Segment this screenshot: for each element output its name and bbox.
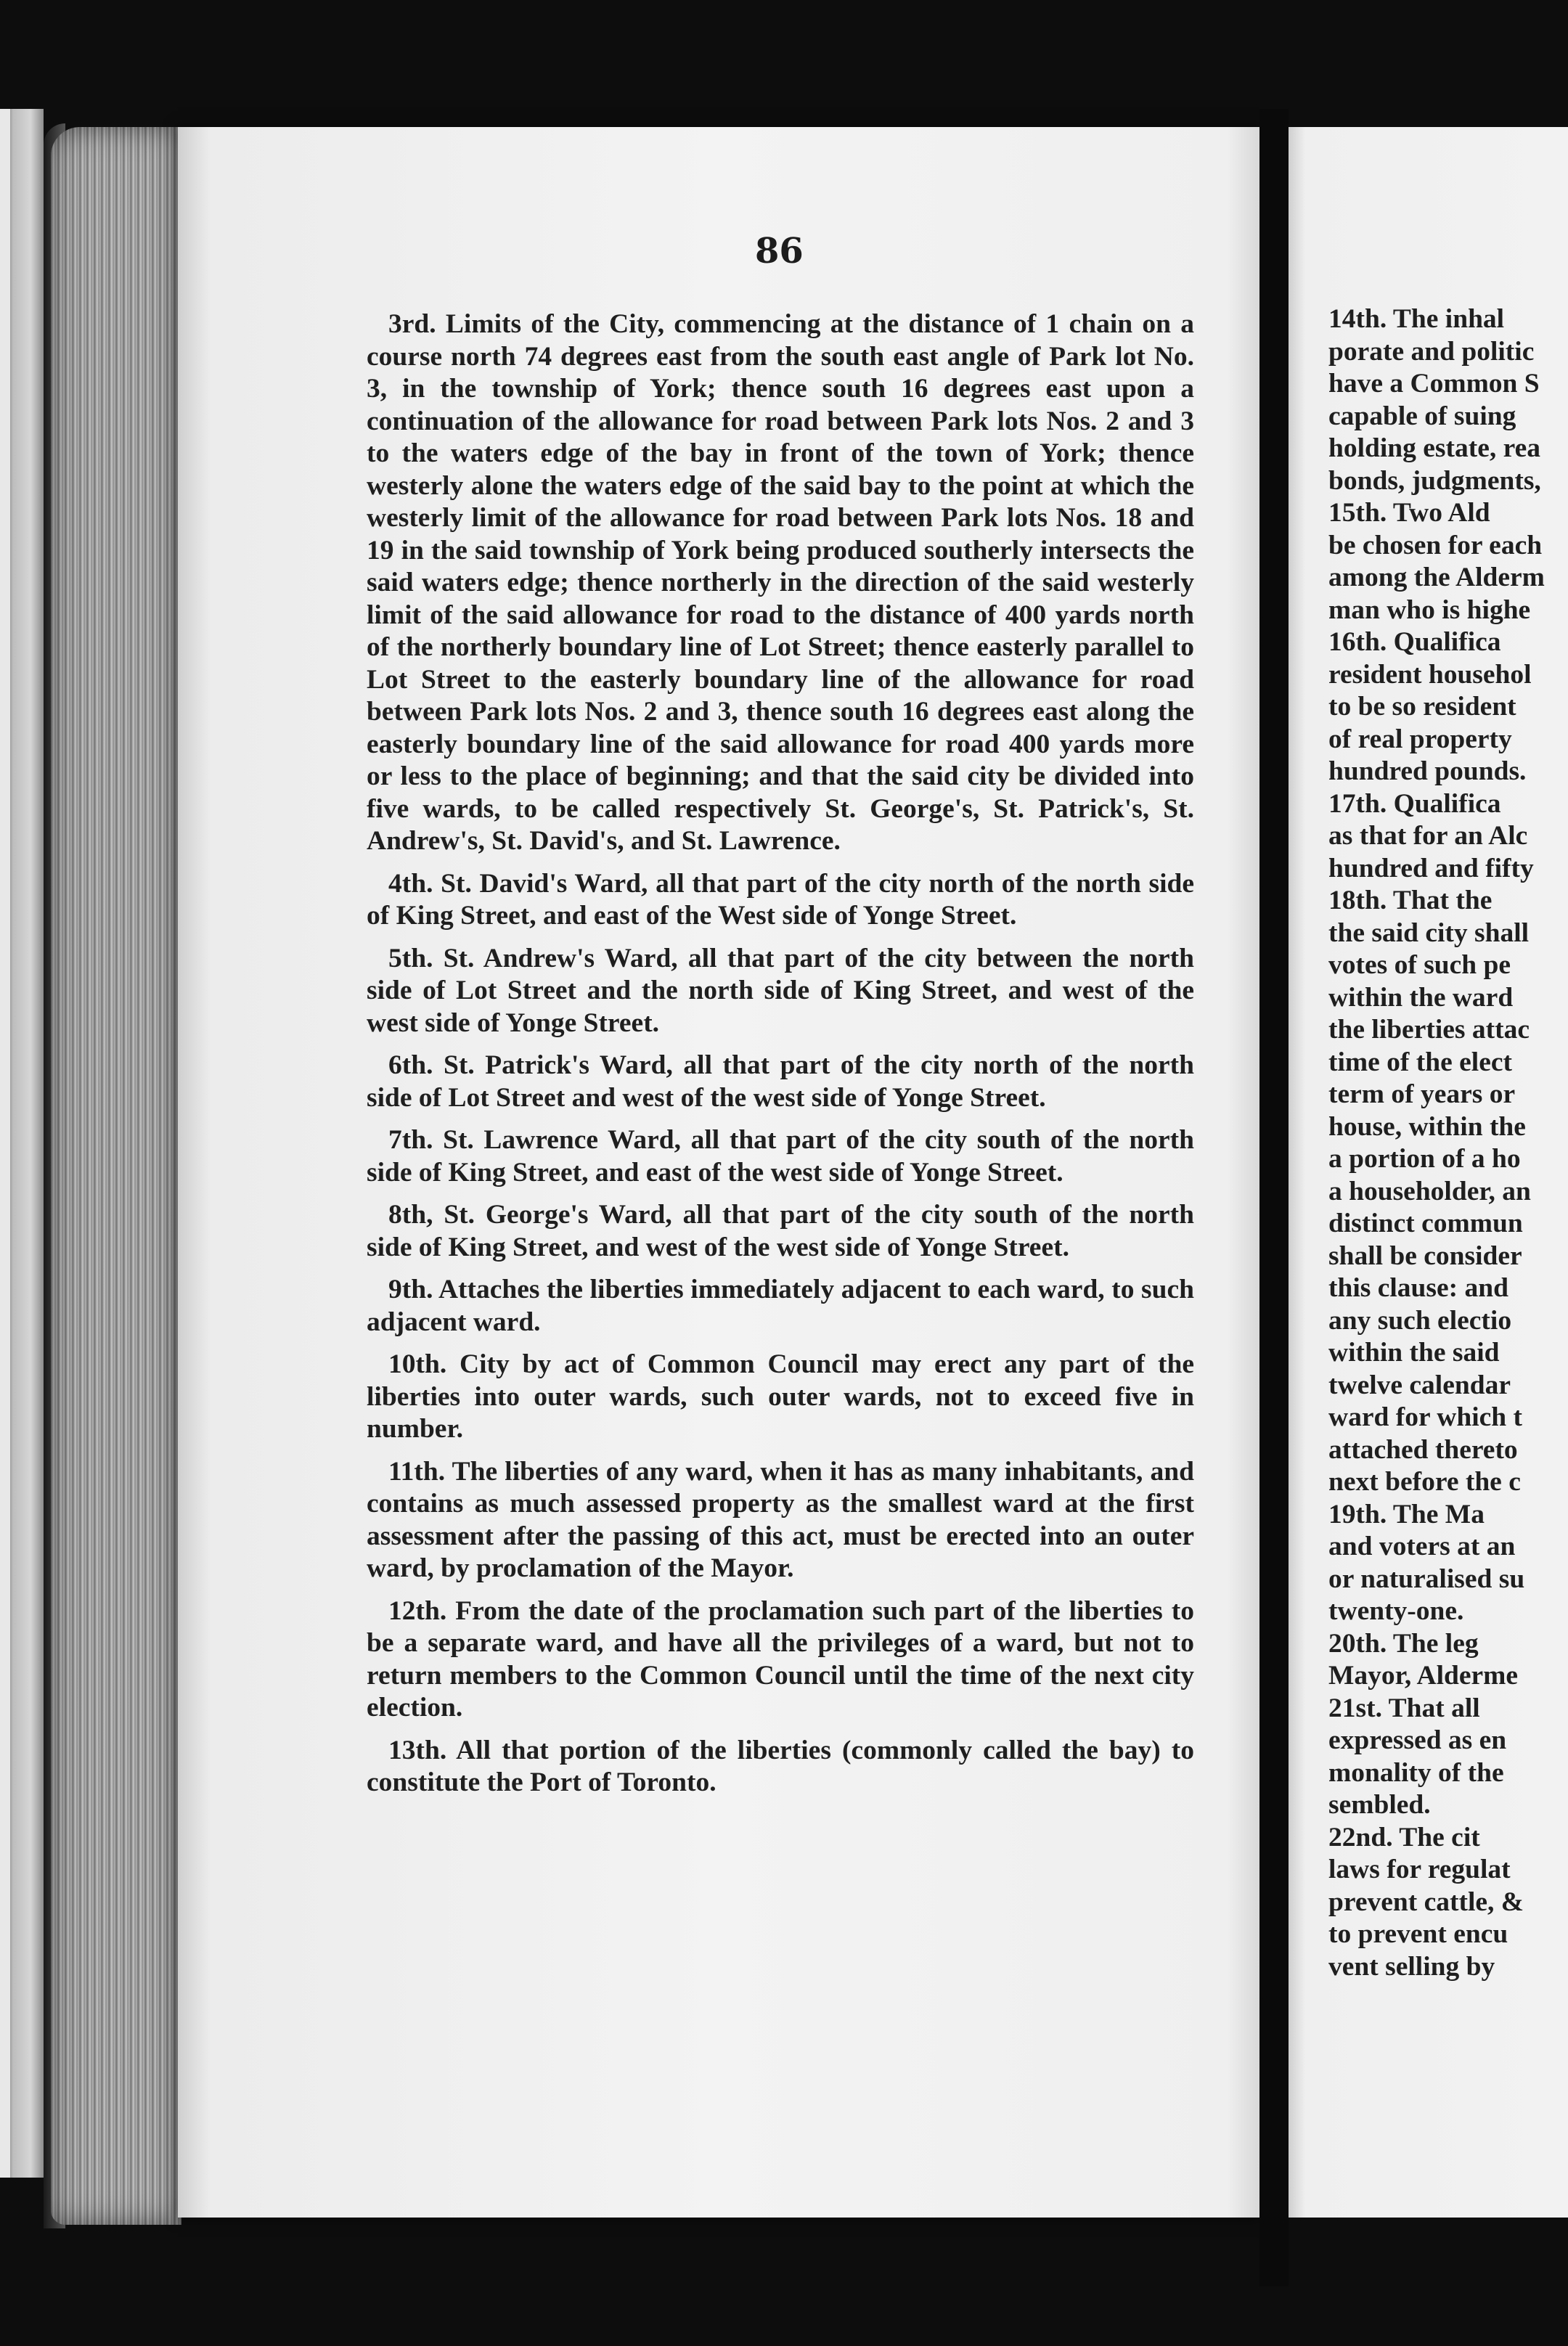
left-page-text — [367, 308, 1194, 1810]
right-page-line: the said city shall — [1328, 917, 1530, 948]
right-page-line: 15th. Two Ald — [1328, 498, 1490, 528]
paragraph-5th: 5th. St. Andrew's Ward, all that part of the city between the north side of Lot Street and the north side of King Street, and west of the west side of Yonge Street. — [367, 943, 1194, 1038]
right-page-line: 20th. The leg — [1328, 1628, 1479, 1659]
right-page-line: votes of such pe — [1328, 950, 1511, 980]
right-page-line: vent selling by — [1328, 1951, 1495, 1982]
right-page-line: monality of the — [1328, 1757, 1504, 1788]
right-page-line: as that for an Alc — [1328, 821, 1528, 851]
right-page-line: house, within the — [1328, 1111, 1526, 1142]
right-page-line: resident househol — [1328, 659, 1532, 690]
right-page-line: 17th. Qualifica — [1328, 788, 1501, 819]
right-page-line: among the Alderm — [1328, 563, 1545, 592]
right-page-line: this clause: and — [1328, 1273, 1508, 1303]
right-page-line: 18th. That the — [1328, 886, 1493, 915]
right-page-line: expressed as en — [1328, 1725, 1507, 1755]
paragraph-13th: 13th. All that portion of the liberties (commonly called the bay) to constitute the Port of Toronto. — [367, 1735, 1194, 1797]
right-page-line: next before the c — [1328, 1467, 1521, 1497]
right-page-line: and voters at an — [1328, 1532, 1516, 1561]
right-page-line: 16th. Qualifica — [1328, 627, 1501, 657]
right-page-line: or naturalised su — [1328, 1564, 1525, 1594]
paragraph-7th: 7th. St. Lawrence Ward, all that part of the city south of the north side of King Street, and east of the west side of Yonge Street. — [367, 1125, 1194, 1188]
right-page-text — [1328, 303, 1568, 1983]
paragraph-3rd: 3rd. Limits of the City, commencing at the distance of 1 chain on a course north 74 degrees east from the south east angle of Park lot No. 3, in the township of York; thence south 16 degrees east upon a continuation of the allowance for road between Park lots Nos. 2 and 3 to the waters edge of the bay in front of the town of York; thence westerly alone the waters edge of the said bay to the point at which the westerly limit of the allowance for road between Park lots Nos. 18 and 19 in the said township of York being produced southerly intersects the said waters edge; thence northerly in the direction of the said westerly limit of the said allowance for road to the distance of 400 yards north of the northerly boundary line of Lot Street; thence easterly parallel to Lot Street to the easterly boundary line of the allowance for road between Park lots Nos. 2 and 3, thence south 16 degrees east along the easterly boundary line of the said allowance for road 400 yards more or less to the place of beginning; and that the said city be divided into five wards, to be called respectively St. George's, St. Patrick's, St. Andrew's, St. David's, and St. Lawrence. — [367, 309, 1194, 856]
right-page-line: man who is highe — [1328, 594, 1531, 625]
right-page-line: distinct commun — [1328, 1209, 1523, 1238]
right-page-line: Mayor, Alderme — [1328, 1661, 1519, 1691]
book-spine-gap — [1259, 109, 1289, 2286]
right-page-line: 14th. The inhal — [1328, 304, 1505, 334]
right-page-text-clip — [1289, 127, 1568, 2218]
right-page-line: prevent cattle, & — [1328, 1887, 1524, 1917]
right-page-line: holding estate, rea — [1328, 433, 1540, 463]
right-page-line: any such electio — [1328, 1305, 1512, 1336]
right-page-line: porate and politic — [1328, 336, 1535, 367]
right-page-line: of real property — [1328, 724, 1512, 754]
right-page-line: twelve calendar — [1328, 1370, 1511, 1400]
right-page-line: the liberties attac — [1328, 1015, 1530, 1045]
right-page-line: time of the elect — [1328, 1047, 1512, 1077]
stacked-page-edges — [51, 127, 181, 2225]
right-page-line: within the ward — [1328, 982, 1514, 1013]
right-page-line: 19th. The Ma — [1328, 1499, 1485, 1529]
right-page-line: twenty-one. — [1328, 1596, 1464, 1626]
paragraph-10th: 10th. City by act of Common Council may erect any part of the liberties into outer wards, such outer wards, not to exceed five in number. — [367, 1349, 1194, 1444]
right-page-line: attached thereto — [1328, 1434, 1518, 1465]
right-page-line: hundred and fifty — [1328, 853, 1534, 883]
paragraph-8th: 8th, St. George's Ward, all that part of the city south of the north side of King Street, and west of the west side of Yonge Street. — [367, 1200, 1194, 1262]
right-page-line: 22nd. The cit — [1328, 1822, 1480, 1852]
page-number: 86 — [755, 231, 804, 271]
paragraph-6th: 6th. St. Patrick's Ward, all that part of the city north of the north side of Lot Street and west of the west side of Yonge Street. — [367, 1050, 1194, 1113]
right-page-line: to prevent encu — [1328, 1919, 1508, 1949]
paragraph-12th: 12th. From the date of the proclamation such part of the liberties to be a separate ward, and have all the privileges of a ward, but not to return members to the Common Council until the time of the next city election. — [367, 1595, 1194, 1722]
right-page-line: capable of suing — [1328, 401, 1516, 431]
right-page-line: to be so resident — [1328, 692, 1516, 722]
right-page-line: a householder, an — [1328, 1176, 1531, 1206]
right-page-line: hundred pounds. — [1328, 756, 1527, 786]
right-page-line: bonds, judgments, — [1328, 465, 1541, 496]
right-page-line: within the said — [1328, 1338, 1500, 1368]
paragraph-4th: 4th. St. David's Ward, all that part of the city north of the north side of King Street, and east of the West side of Yonge Street. — [367, 868, 1194, 931]
right-page-line: be chosen for each — [1328, 530, 1543, 560]
right-page-line: laws for regulat — [1328, 1855, 1511, 1884]
right-page-line: sembled. — [1328, 1790, 1431, 1820]
right-page-line: a portion of a ho — [1328, 1144, 1521, 1174]
right-page-line: term of years or — [1328, 1079, 1516, 1109]
leaf-highlight — [0, 109, 10, 2178]
right-page-line: shall be consider — [1328, 1241, 1522, 1271]
right-page-line: ward for which t — [1328, 1402, 1523, 1432]
right-page-line: have a Common S — [1328, 369, 1540, 399]
right-page-line: 21st. That all — [1328, 1693, 1480, 1723]
paragraph-11th: 11th. The liberties of any ward, when it has as many inhabitants, and contains as much assessed property as the smallest ward at the first assessment after the passing of this act, must be erected into an outer ward, by proclamation of the Mayor. — [367, 1456, 1194, 1583]
paragraph-9th: 9th. Attaches the liberties immediately adjacent to each ward, to such adjacent ward. — [367, 1275, 1194, 1337]
